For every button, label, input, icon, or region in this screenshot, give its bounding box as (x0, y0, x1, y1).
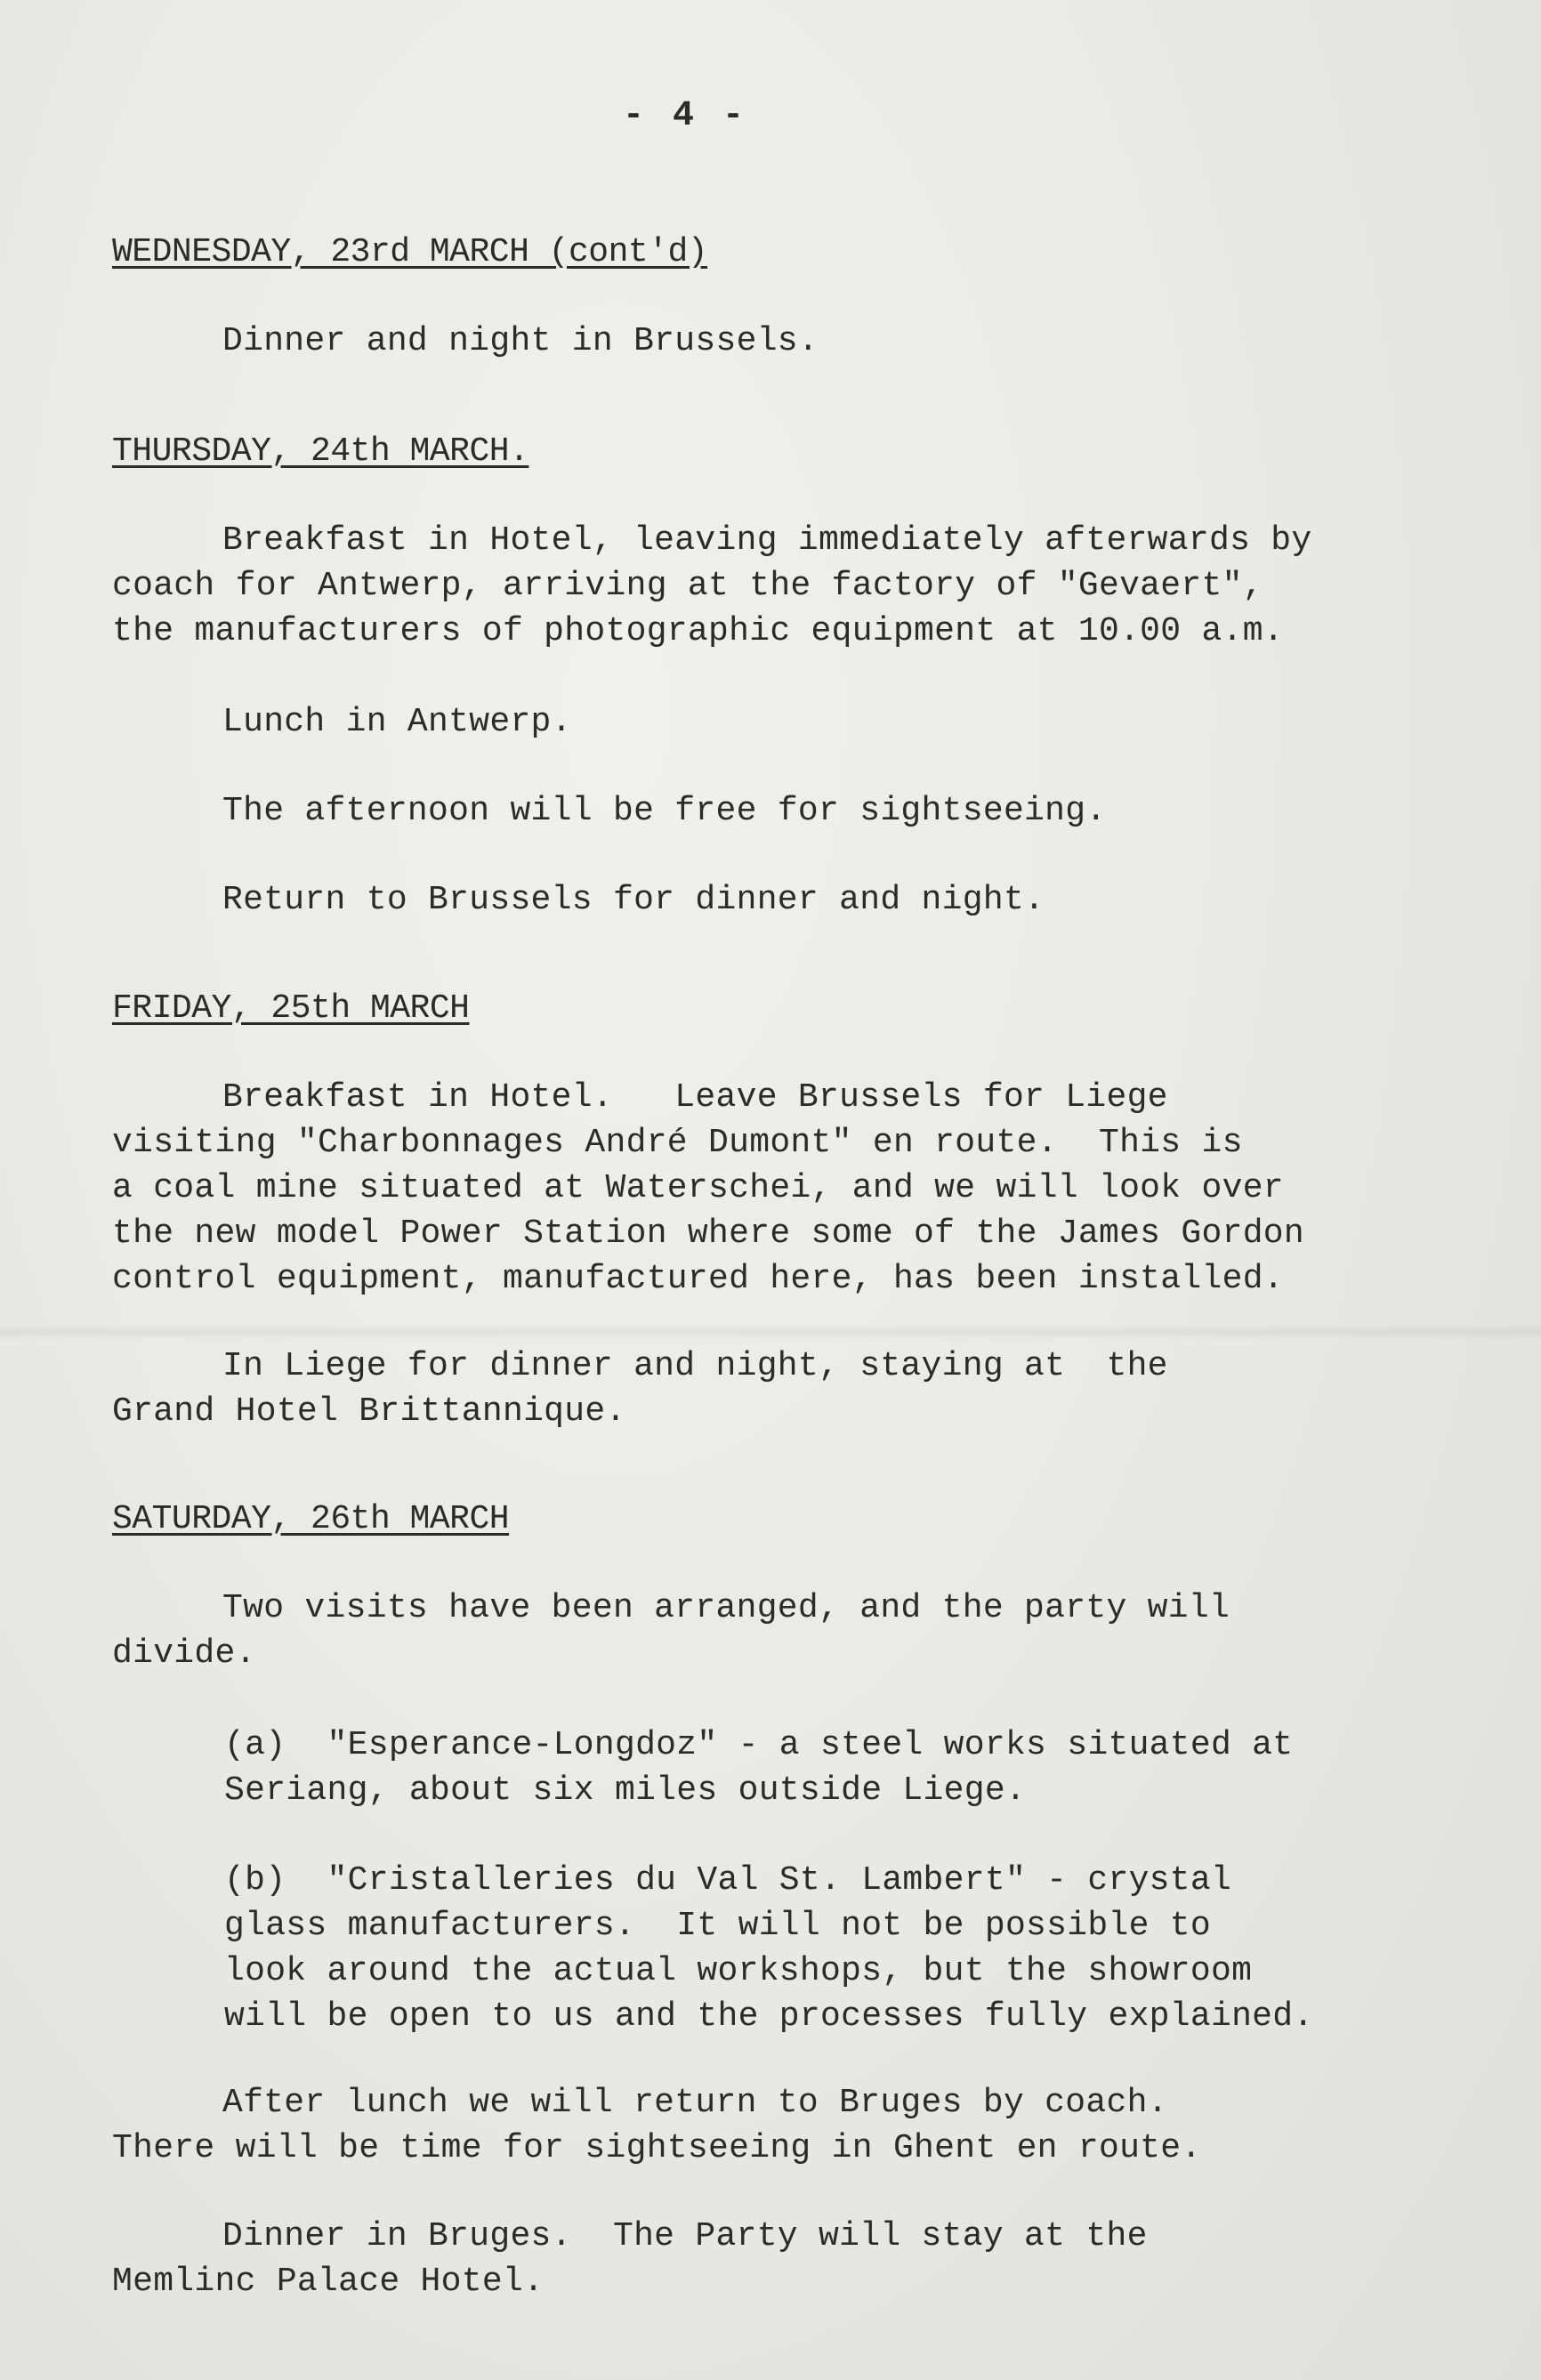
thursday-paragraph-4: Return to Brussels for dinner and night. (222, 881, 1045, 919)
friday-paragraph-1: Breakfast in Hotel. Leave Brussels for Liege visiting "Charbonnages André Dumont" en route. This is a coal mine situated at Waterschei, and we will look over the new model Power Station where some of the James Gordon control equipment, manufactured here, has been installed. (112, 1078, 1305, 1298)
wednesday-paragraph-1: Dinner and night in Brussels. (222, 322, 819, 360)
thursday-paragraph-3: The afternoon will be free for sightseeing. (222, 792, 1107, 830)
heading-thursday: THURSDAY, 24th MARCH. (112, 432, 529, 471)
paper-fold (0, 1324, 1541, 1340)
heading-friday: FRIDAY, 25th MARCH (112, 989, 470, 1028)
friday-paragraph-2: In Liege for dinner and night, staying at the Grand Hotel Brittannique. (112, 1347, 1168, 1431)
thursday-paragraph-2: Lunch in Antwerp. (222, 703, 572, 741)
saturday-item-b: (b) "Cristalleries du Val St. Lambert" - crystal glass manufacturers. It will not be possible to look around the actual workshops, but the showroom will be open to us and the processes fully explained. (224, 1861, 1314, 2036)
page-number: - 4 - (622, 96, 748, 136)
heading-saturday: SATURDAY, 26th MARCH (112, 1500, 510, 1538)
saturday-closing-2: Dinner in Bruges. The Party will stay at the Memlinc Palace Hotel. (112, 2217, 1148, 2301)
thursday-paragraph-1: Breakfast in Hotel, leaving immediately afterwards by coach for Antwerp, arriving at the factory of "Gevaert", the manufacturers of photographic equipment at 10.00 a.m. (112, 521, 1312, 650)
saturday-closing-1: After lunch we will return to Bruges by coach. There will be time for sightseeing in Ghent en route. (112, 2084, 1202, 2167)
heading-wednesday: WEDNESDAY, 23rd MARCH (cont'd) (112, 233, 708, 271)
saturday-paragraph-1: Two visits have been arranged, and the party will divide. (112, 1589, 1230, 1673)
saturday-item-a: (a) "Esperance-Longdoz" - a steel works situated at Seriang, about six miles outside Liege. (224, 1726, 1294, 1810)
